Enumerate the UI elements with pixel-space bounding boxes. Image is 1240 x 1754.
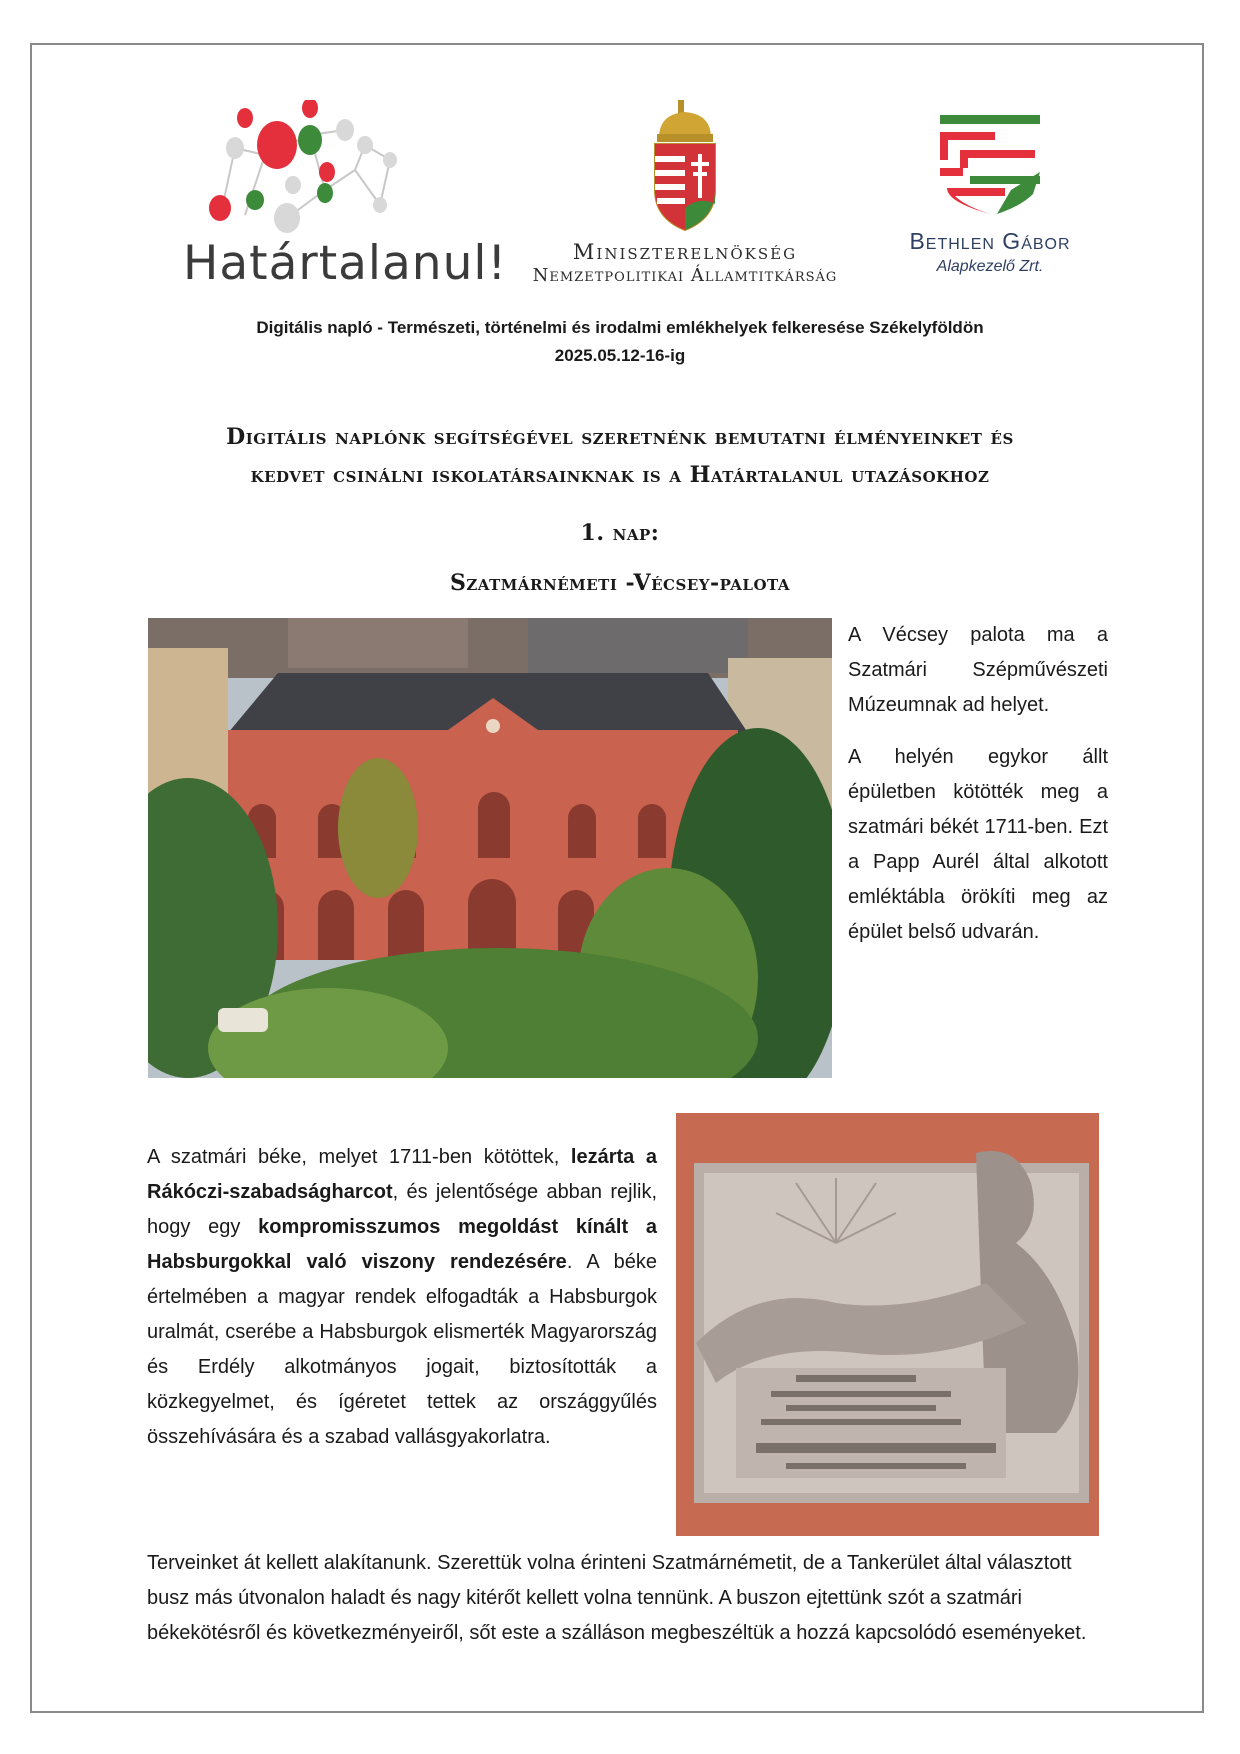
bold-rakoczi: lezárta a Rákóczi-szabadságharcot (147, 1146, 657, 1203)
bethlen-emblem-icon (935, 110, 1045, 220)
vecsey-palace-photo (148, 618, 832, 1078)
memorial-plaque-photo (676, 1113, 1099, 1536)
day-heading: 1. nap: (580, 520, 660, 546)
museum-paragraph: A Vécsey palota ma a Szatmári Szépművészeti Múzeumnak ad helyet. (848, 624, 1108, 716)
intro-heading-line2: kedvet csinálni iskolatársainknak is a Határtalanul utazásokhoz (250, 462, 990, 488)
intro-heading-line1: Digitális naplónk segítségével szeretnénk bemutatni élményeinket és (226, 424, 1014, 450)
peace-location-paragraph: A helyén egykor állt épületben kötötték meg a szatmári békét 1711-ben. Ezt a Papp Aurél által alkotott emléktábla örökíti meg az épület belső udvarán. (848, 746, 1108, 943)
text-segment: , és jelentősége abban rejlik, hogy egy (147, 1181, 657, 1238)
bethlen-name: Bethlen Gábor (909, 228, 1071, 254)
diary-title: Digitális napló - Természeti, történelmi és irodalmi emlékhelyek felkeresése Székelyföldön (256, 318, 984, 337)
bold-compromise: kompromisszumos megoldást kínált a Habsburgokkal való viszony rendezésére (147, 1216, 657, 1273)
text-segment: A szatmári béke, melyet 1711-ben kötöttek, (147, 1146, 571, 1168)
bethlen-gabor-logo (880, 100, 1100, 290)
ministry-logo (505, 100, 865, 290)
place-heading: Szatmárnémeti -Vécsey-palota (449, 570, 791, 596)
hatartalanul-logo (175, 100, 508, 291)
balloons-icon (175, 100, 475, 235)
ministry-department: Nemzetpolitikai Államtitkárság (532, 265, 838, 286)
hatartalanul-wordmark: Határtalanul! (183, 236, 508, 291)
ministry-name: Miniszterelnökség (572, 240, 798, 264)
text-segment: . A béke értelmében a magyar rendek elfogadták a Habsburgok uralmát, cserébe a Habsburgok elismerték Magyarország és Erdély alkotmányos jogait, biztosították a közkegyelmet, és ígéretet tettek az országgyűlés összehívására és a szabad vallásgyakorlatra. (147, 1251, 658, 1448)
peace-treaty-paragraph (147, 1140, 657, 1455)
bethlen-subtitle: Alapkezelő Zrt. (936, 258, 1044, 275)
diary-dates: 2025.05.12-16-ig (554, 346, 686, 365)
plans-paragraph: Terveinket át kellett alakítanunk. Szerettük volna érinteni Szatmárnémetit, de a Tankerület által választott busz más útvonalon haladt és nagy kitérőt kellett volna tennünk. A buszon ejtettünk szót a szatmári békekötésről és következményeiről, sőt este a szálláson megbeszéltük a hozzá kapcsolódó eseményeket. (147, 1552, 1087, 1644)
coat-of-arms-icon (645, 100, 725, 235)
